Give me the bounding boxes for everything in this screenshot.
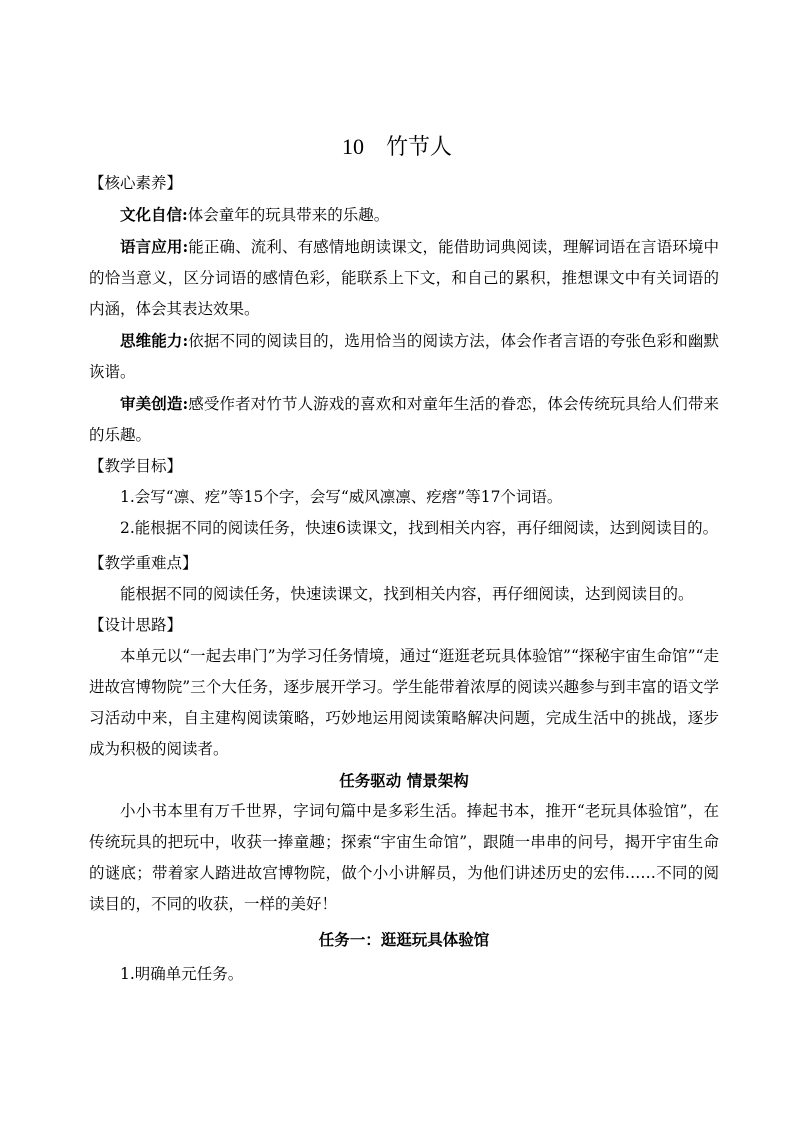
- core-item-text: 感受作者对竹节人游戏的喜欢和对童年生活的眷恋，体会传统玩具给人们带来的乐趣。: [89, 395, 719, 444]
- core-item-thinking: [89, 325, 719, 388]
- core-item-text: 依据不同的阅读目的，选用恰当的阅读方法，体会作者言语的夸张色彩和幽默诙谐。: [89, 332, 719, 381]
- goal-item: 1.会写“凛、疙”等15个字，会写“威风凛凛、疙瘩”等17个词语。: [120, 488, 563, 506]
- core-item-label: 审美创造:: [120, 394, 189, 413]
- key-heading: 【教学重难点】: [89, 554, 198, 572]
- goals-heading: 【教学目标】: [89, 457, 183, 475]
- key-text: 能根据不同的阅读任务，快速读课文，找到相关内容，再仔细阅读，达到阅读目的。: [120, 585, 694, 603]
- core-item-text: 能正确、流利、有感情地朗读课文，能借助词典阅读，理解词语在言语环境中的恰当意义，区分词语的感情色彩，能联系上下文，和自己的累积，推想课文中有关词语的内涵，体会其表达效果。: [89, 238, 719, 318]
- core-item-culture: [89, 199, 719, 231]
- core-item-aesthetics: [89, 388, 719, 451]
- task-drive-text: 小小书本里有万千世界，字词句篇中是多彩生活。捧起书本，推开“老玩具体验馆”，在传统玩具的把玩中，收获一捧童趣；探索“宇宙生命馆”，跟随一串串的问号，揭开宇宙生命的谜底；带着家人踏进故宫博物院，做个小小讲解员，为他们讲述历史的宏伟……不同的阅读目的，不同的收获，一样的美好！: [89, 802, 719, 913]
- goal-item: 2.能根据不同的阅读任务，快速6读课文，找到相关内容，再仔细阅读，达到阅读目的。: [120, 519, 719, 537]
- core-heading: 【核心素养】: [89, 174, 183, 192]
- core-item-label: 文化自信:: [120, 205, 188, 224]
- task-one-heading: 任务一：逛逛玩具体验馆: [318, 930, 490, 949]
- lesson-name: 竹节人: [385, 135, 452, 160]
- design-heading: 【设计思路】: [89, 616, 183, 634]
- core-item-text: 体会童年的玩具带来的乐趣。: [187, 206, 390, 224]
- design-text: 本单元以“一起去串门”为学习任务情境，通过“逛逛老玩具体验馆”“探秘宇宙生命馆”“走进故宫博物院”三个大任务，逐步展开学习。学生能带着浓厚的阅读兴趣参与到丰富的语文学习活动中来，自主建构阅读策略，巧妙地运用阅读策略解决问题，完成生活中的挑战，逐步成为积极的阅读者。: [89, 647, 719, 758]
- task-drive-heading: 任务驱动 情景架构: [339, 771, 469, 790]
- core-item-label: 语言应用:: [120, 237, 189, 256]
- core-item-label: 思维能力:: [120, 331, 189, 350]
- lesson-number: 10: [341, 134, 364, 159]
- task-one-step: 1.明确单元任务。: [120, 965, 244, 983]
- document-body: [89, 168, 719, 990]
- lesson-title: [0, 130, 794, 161]
- core-item-language: [89, 231, 719, 325]
